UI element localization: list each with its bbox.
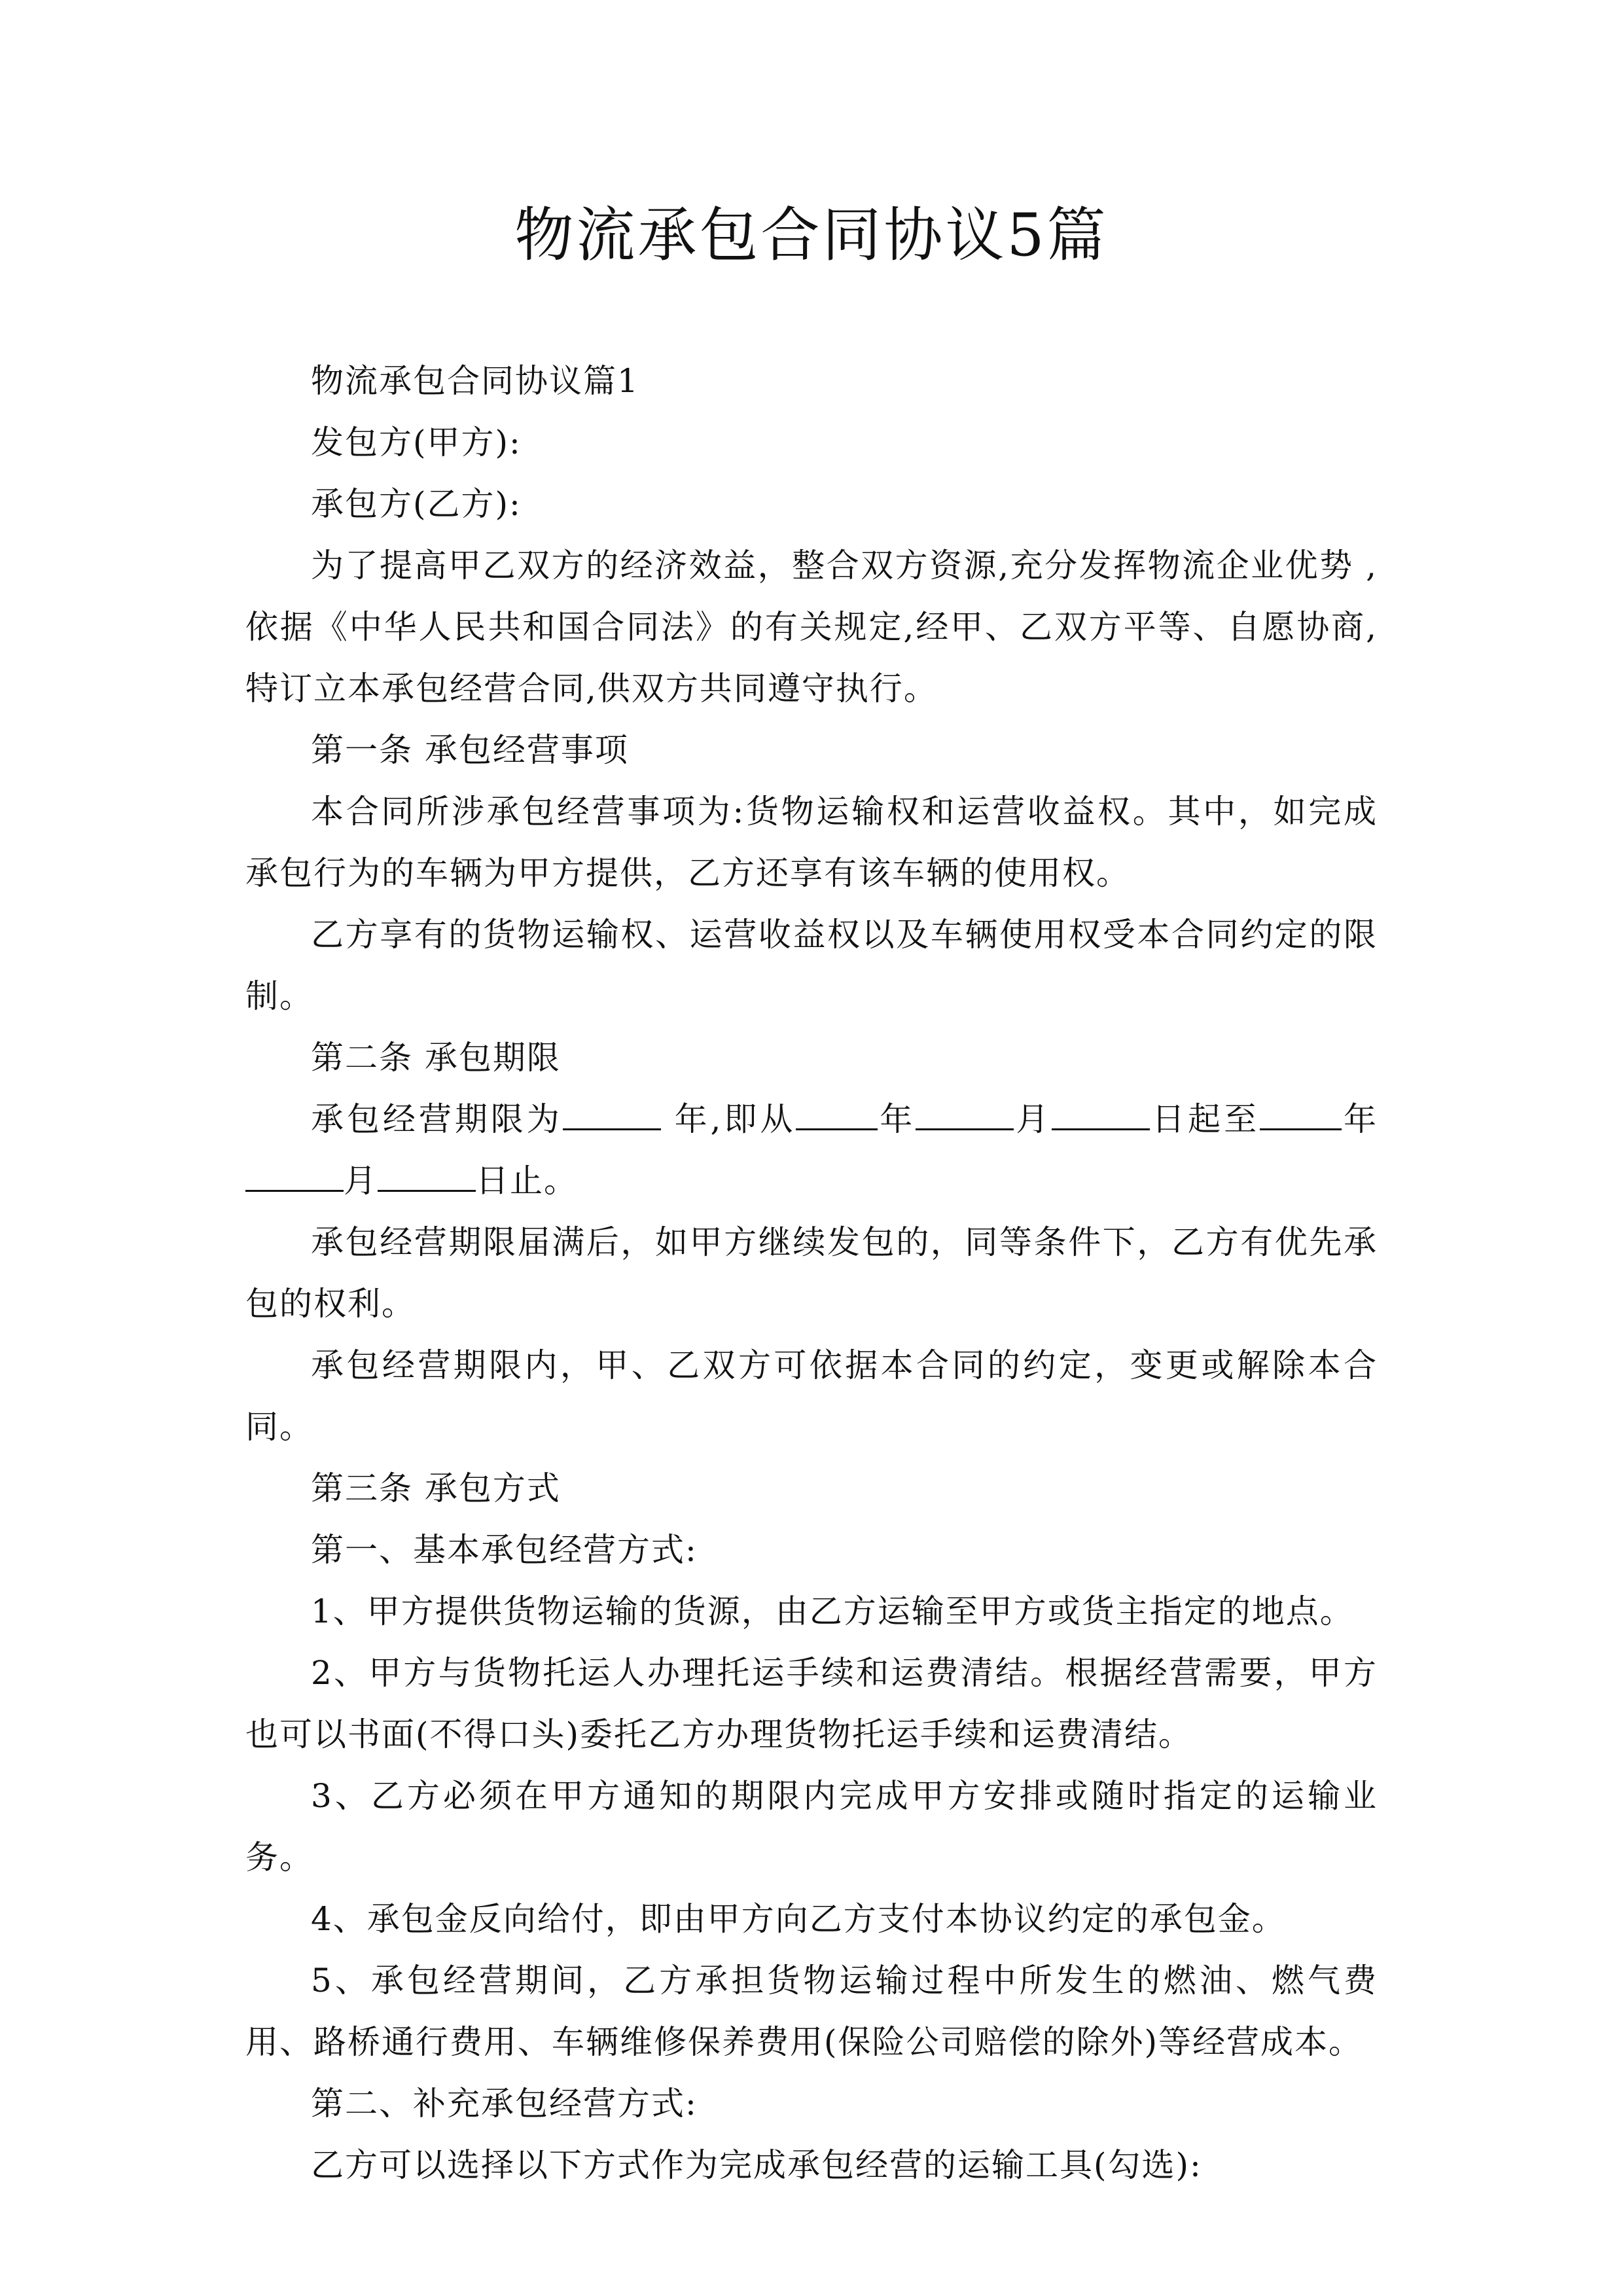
term-line (245, 1088, 1378, 1211)
basic-mode-heading: 第一、基本承包经营方式: (311, 1531, 698, 1569)
article-3-heading: 第三条 承包方式 (311, 1469, 561, 1507)
clause-4: 4、承包金反向给付，即由甲方向乙方支付本协议约定的承包金。 (311, 1900, 1286, 1938)
clause-5: 5、承包经营期间，乙方承担货物运输过程中所发生的燃油、燃气费用、路桥通行费用、车辆维修保养费用(保险公司赔偿的除外)等经营成本。 (245, 1962, 1378, 2061)
term-seg5: 年 (1342, 1100, 1378, 1138)
section-heading: 物流承包合同协议篇1 (311, 362, 639, 400)
article-1-paragraph-1: 本合同所涉承包经营事项为:货物运输权和运营收益权。其中，如完成承包行为的车辆为甲方提供，乙方还享有该车辆的使用权。 (245, 793, 1378, 892)
article-2-paragraph-2: 承包经营期限内，甲、乙双方可依据本合同的约定，变更或解除本合同。 (245, 1346, 1378, 1446)
supplementary-mode-heading: 第二、补充承包经营方式: (311, 2085, 698, 2123)
blank-start-month (916, 1092, 1014, 1130)
article-2-paragraph-1: 承包经营期限届满后，如甲方继续发包的，同等条件下，乙方有优先承包的权利。 (245, 1223, 1378, 1323)
blank-end-year (1260, 1092, 1342, 1130)
blank-years (563, 1092, 661, 1130)
clause-3: 3、乙方必须在甲方通知的期限内完成甲方安排或随时指定的运输业务。 (245, 1777, 1378, 1876)
article-1-heading: 第一条 承包经营事项 (311, 731, 629, 769)
term-prefix: 承包经营期限为 (311, 1100, 563, 1138)
preamble-paragraph: 为了提高甲乙双方的经济效益，整合双方资源,充分发挥物流企业优势 ,依据《中华人民共和国合同法》的有关规定,经甲、乙双方平等、自愿协商,特订立本承包经营合同,供双方共同遵守执行。 (245, 547, 1378, 708)
blank-end-day (378, 1153, 476, 1192)
clause-2: 2、甲方与货物托运人办理托运手续和运费清结。根据经营需要，甲方也可以书面(不得口头)委托乙方办理货物托运手续和运费清结。 (245, 1654, 1378, 1753)
term-seg2: 年 (878, 1100, 916, 1138)
article-1-paragraph-2: 乙方享有的货物运输权、运营收益权以及车辆使用权受本合同约定的限制。 (245, 916, 1378, 1015)
supplementary-paragraph: 乙方可以选择以下方式作为完成承包经营的运输工具(勾选): (311, 2146, 1202, 2184)
document-body (245, 350, 1378, 2196)
article-2-heading: 第二条 承包期限 (311, 1039, 561, 1077)
document-page (245, 0, 1378, 2296)
party-b-line: 承包方(乙方): (311, 485, 522, 523)
blank-start-day (1052, 1092, 1150, 1130)
document-title: 物流承包合同协议5篇 (514, 201, 1109, 270)
term-seg6: 月 (344, 1162, 378, 1200)
term-seg4: 日起至 (1150, 1100, 1260, 1138)
party-a-line: 发包方(甲方): (311, 423, 522, 461)
term-seg7: 日止。 (476, 1162, 578, 1200)
term-seg3: 月 (1014, 1100, 1052, 1138)
clause-1: 1、甲方提供货物运输的货源，由乙方运输至甲方或货主指定的地点。 (311, 1592, 1354, 1630)
term-seg1: 年,即从 (660, 1100, 796, 1138)
blank-start-year (796, 1092, 878, 1130)
blank-end-month (245, 1153, 344, 1192)
